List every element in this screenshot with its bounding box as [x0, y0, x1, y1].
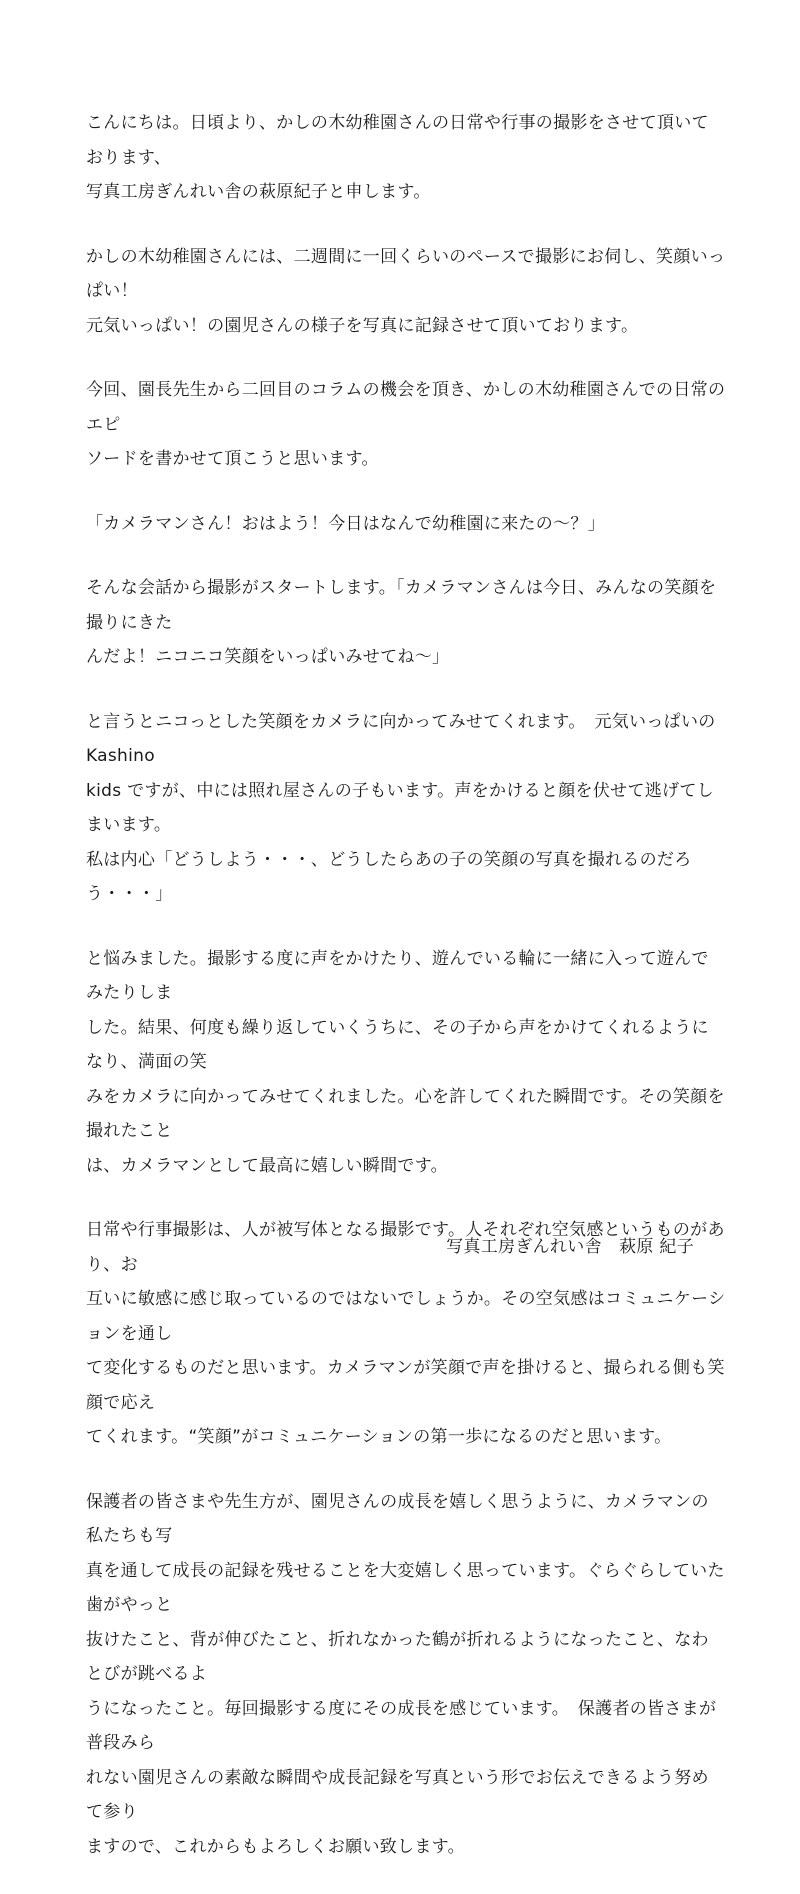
signature: 写真工房ぎんれい舎 萩原 紀子: [446, 1237, 694, 1257]
paragraph-shy-child: と言うとニコっとした笑顔をカメラに向かってみせてくれます。 元気いっぱいの Kashino kids ですが、中には照れ屋さんの子もいます。声をかけると顔を伏せて逃げてしまいます。 私は内心「どうしよう・・・、どうしたらあの子の笑顔の写真を撮れるのだろう・・・」: [86, 711, 716, 904]
paragraph-communication: 日常や行事撮影は、人が被写体となる撮影です。人それぞれ空気感というものがあり、お 互いに敏感に感じ取っているのではないでしょうか。その空気感はコミュニケーションを通し て変化するものだと思います。カメラマンが笑顔で声を掛けると、撮られる側も笑顔で応え てくれます。“笑顔”がコミュニケーションの第一歩になるのだと思います。: [86, 1220, 726, 1447]
paragraph-conversation: そんな会話から撮影がスタートします。「カメラマンさんは今日、みんなの笑顔を撮りにきた んだよ！ニコニコ笑顔をいっぱいみせてね～」: [86, 578, 717, 667]
paragraph-child-quote: 「カメラマンさん！おはよう！今日はなんで幼稚園に来たの～？」: [86, 513, 605, 534]
paragraph-closing: 保護者の皆さまや先生方が、園児さんの成長を嬉しく思うように、カメラマンの私たちも写 真を通して成長の記録を残せることを大変嬉しく思っています。ぐらぐらしていた歯がやっと 抜けたこと、背が伸びたこと、折れなかった鶴が折れるようになったこと、なわとびが跳べるよ うになったこと。毎回撮影する度にその成長を感じています。 保護者の皆さまが普段みら れない園児さんの素敵な瞬間や成長記録を写真という形でお伝えできるよう努めて参り ますので、これからもよろしくお願い致します。: [86, 1491, 725, 1857]
letter-body: [86, 106, 726, 1894]
paragraph-column-intro: 今回、園長先生から二回目のコラムの機会を頂き、かしの木幼稚園さんでの日常のエピ ソードを書かせて頂こうと思います。: [86, 380, 726, 469]
paragraph-result: と悩みました。撮影する度に声をかけたり、遊んでいる輪に一緒に入って遊んでみたりしま した。結果、何度も繰り返していくうちに、その子から声をかけてくれるようになり、満面の笑 みをカメラに向かってみせてくれました。心を許してくれた瞬間です。その笑顔を撮れたこと は、カメラマンとして最高に嬉しい瞬間です。: [86, 948, 725, 1176]
paragraph-greeting: こんにちは。日頃より、かしの木幼稚園さんの日常や行事の撮影をさせて頂いております、 写真工房ぎんれい舎の萩原紀子と申します。: [86, 113, 709, 202]
paragraph-visit-schedule: かしの木幼稚園さんには、二週間に一回くらいのペースで撮影にお伺し、笑顔いっぱい！ 元気いっぱい！の園児さんの様子を写真に記録させて頂いております。: [86, 246, 726, 336]
